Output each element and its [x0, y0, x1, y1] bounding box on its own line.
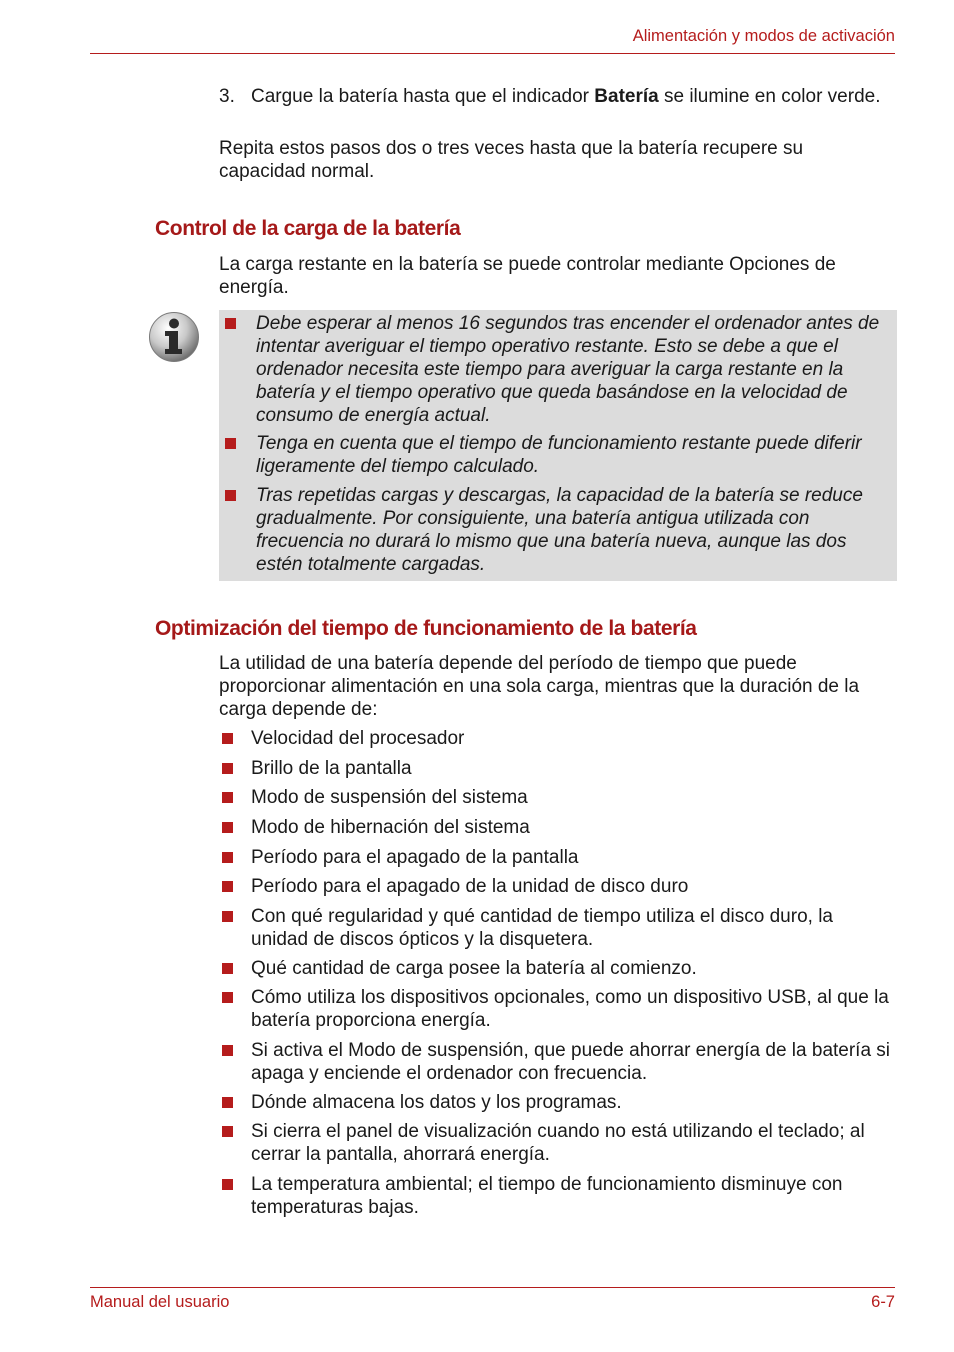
bullet-square	[222, 1097, 233, 1108]
bullet-square	[222, 1045, 233, 1056]
list-item-text: La temperatura ambiental; el tiempo de funcionamiento disminuye con temperaturas bajas.	[251, 1174, 843, 1218]
footer-title: Manual del usuario	[90, 1293, 230, 1311]
bullet-square	[222, 992, 233, 1003]
bullet-square	[222, 881, 233, 892]
list-item-text: Dónde almacena los datos y los programas.	[251, 1092, 622, 1113]
list-item-text: Velocidad del procesador	[251, 728, 465, 749]
bullet-square	[222, 1126, 233, 1137]
note-text: Tenga en cuenta que el tiempo de funcionamiento restante puede diferir ligeramente del tiempo calculado.	[256, 433, 862, 477]
section-heading-optimization: Optimización del tiempo de funcionamiento de la batería	[155, 617, 697, 640]
bullet-square	[222, 963, 233, 974]
step-3-text-before: Cargue la batería hasta que el indicador	[251, 86, 595, 107]
repeat-paragraph: Repita estos pasos dos o tres veces hasta que la batería recupere su capacidad normal.	[219, 138, 804, 182]
step-3-text-bold: Batería	[594, 86, 659, 107]
footer-rule	[90, 1287, 895, 1288]
header-rule	[90, 53, 895, 54]
list-item-text: Modo de suspensión del sistema	[251, 787, 528, 808]
bullet-square	[222, 1179, 233, 1190]
step-3-text-after: se ilumine en color verde.	[658, 86, 881, 107]
step-3-text	[251, 85, 891, 108]
list-item-text: Con qué regularidad y qué cantidad de tiempo utiliza el disco duro, la unidad de discos ópticos y la disquetera.	[251, 906, 833, 950]
bullet-square	[222, 911, 233, 922]
list-item-text: Período para el apagado de la unidad de disco duro	[251, 876, 689, 897]
section-heading-charge-control: Control de la carga de la batería	[155, 217, 461, 240]
note-box	[219, 310, 897, 581]
bullet-square	[222, 763, 233, 774]
list-item-text: Período para el apagado de la pantalla	[251, 847, 579, 868]
bullet-square	[222, 852, 233, 863]
bullet-square	[225, 318, 236, 329]
list-item-text: Brillo de la pantalla	[251, 758, 412, 779]
bullet-square	[222, 733, 233, 744]
step-number: 3.	[219, 86, 235, 107]
list-item-text: Si cierra el panel de visualización cuando no está utilizando el teclado; al cerrar la pantalla, ahorrará energía.	[251, 1121, 865, 1165]
section-1-intro: La carga restante en la batería se puede controlar mediante Opciones de energía.	[219, 254, 836, 298]
page-number: 6-7	[871, 1293, 895, 1311]
list-item-text: Modo de hibernación del sistema	[251, 817, 530, 838]
list-item-text: Qué cantidad de carga posee la batería al comienzo.	[251, 958, 697, 979]
note-text: Tras repetidas cargas y descargas, la capacidad de la batería se reduce gradualmente. Por consiguiente, una batería antigua utilizada con frecuencia no durará lo mismo que una batería nueva, aunque las dos estén totalmente cargadas.	[256, 485, 863, 575]
list-item-text: Cómo utiliza los dispositivos opcionales, como un dispositivo USB, al que la batería proporciona energía.	[251, 987, 889, 1031]
section-2-intro: La utilidad de una batería depende del período de tiempo que puede proporcionar alimentación en una sola carga, mientras que la duración de la carga depende de:	[219, 653, 860, 720]
running-header: Alimentación y modos de activación	[632, 27, 895, 45]
bullet-square	[222, 822, 233, 833]
info-icon	[148, 311, 200, 363]
bullet-square	[225, 490, 236, 501]
bullet-square	[222, 792, 233, 803]
list-item-text: Si activa el Modo de suspensión, que puede ahorrar energía de la batería si apaga y enciende el ordenador con frecuencia.	[251, 1040, 891, 1084]
note-text: Debe esperar al menos 16 segundos tras encender el ordenador antes de intentar averiguar el tiempo operativo restante. Esto se debe a que el ordenador necesita este tiempo para averiguar la carga restante en la batería y el tiempo operativo que queda basándose en la velocidad de consumo de energía actual.	[256, 313, 880, 426]
bullet-square	[225, 438, 236, 449]
